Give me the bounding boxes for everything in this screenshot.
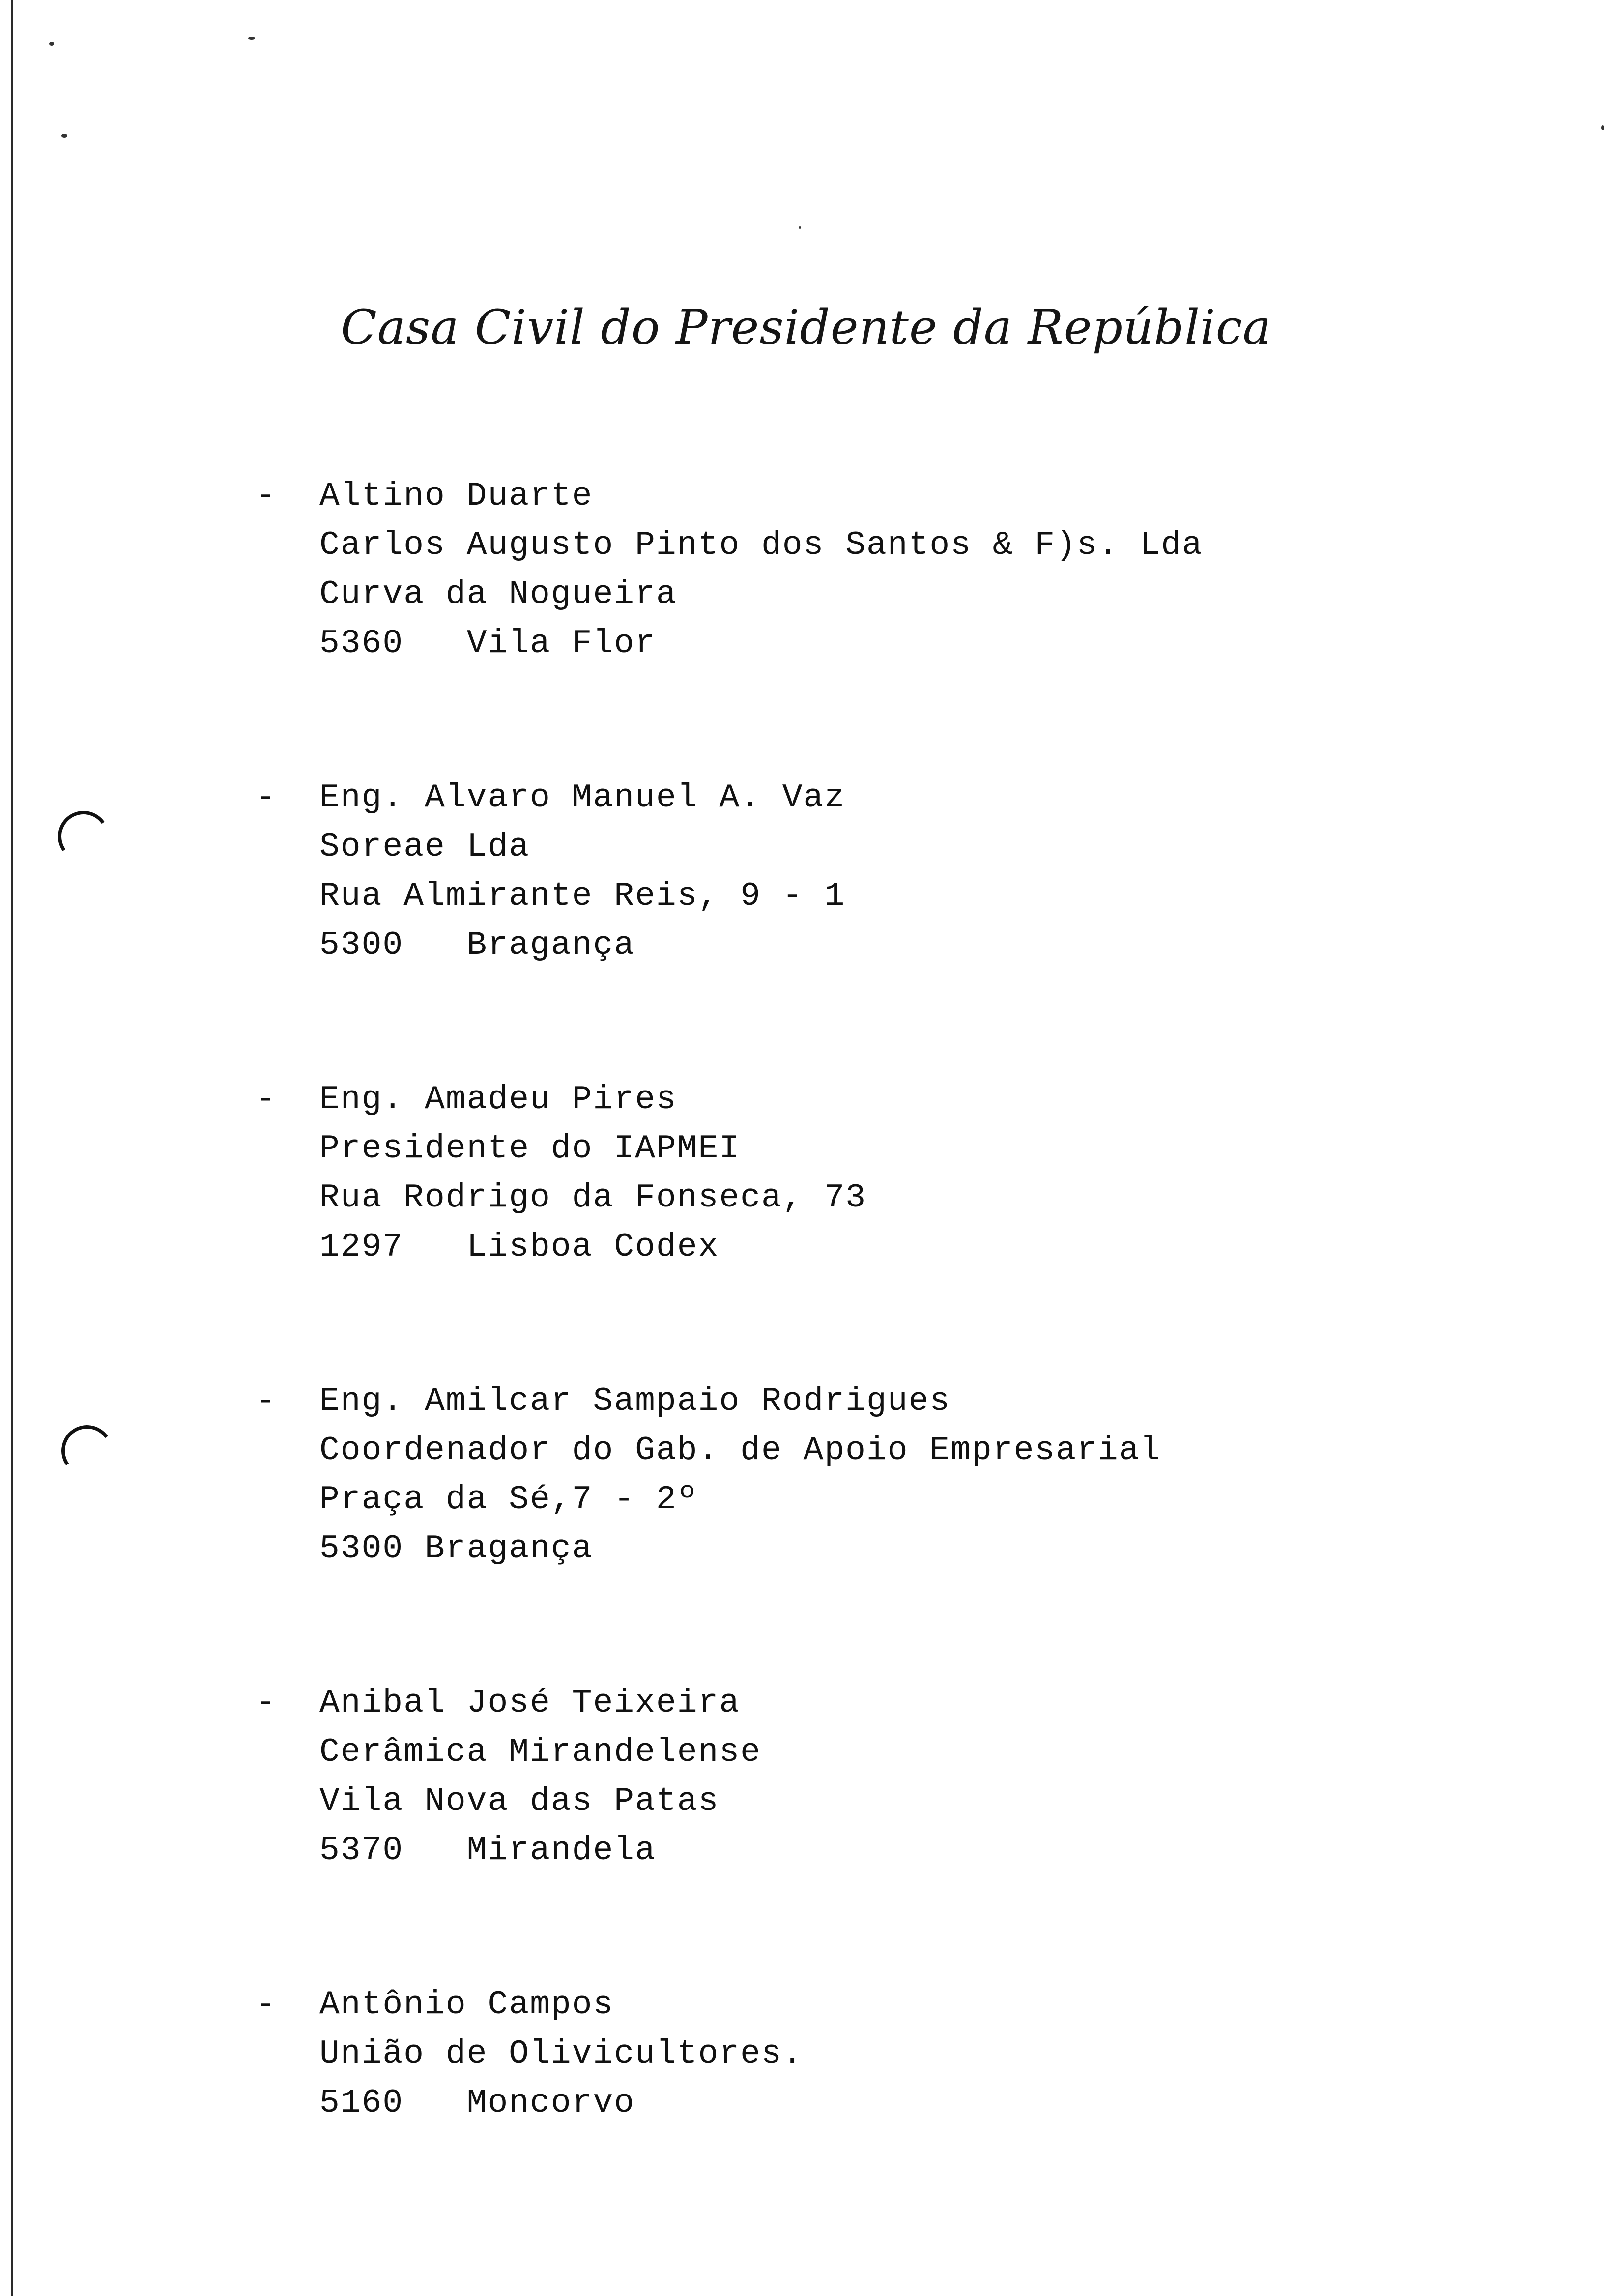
- scan-speck: [61, 134, 67, 138]
- entry-name: Altino Duarte: [319, 477, 593, 515]
- entry-organization: Carlos Augusto Pinto dos Santos & F)s. Lda: [319, 526, 1203, 564]
- scan-speck: [799, 226, 801, 229]
- entry-postal-city: 5360 Vila Flor: [319, 625, 656, 662]
- address-entry: [256, 1679, 1533, 1980]
- scan-speck: [248, 37, 255, 40]
- entry-street: Vila Nova das Patas: [319, 1782, 720, 1820]
- entry-postal-city: 1297 Lisboa Codex: [319, 1228, 720, 1266]
- entry-street: Rua Almirante Reis, 9 - 1: [319, 877, 846, 915]
- hole-punch-mark: [54, 807, 113, 866]
- entry-organization: Cerâmica Mirandelense: [319, 1733, 761, 1771]
- letterhead-title: Casa Civil do Presidente da República: [341, 300, 1271, 355]
- entry-postal-city: 5370 Mirandela: [319, 1832, 656, 1869]
- scan-speck: [1601, 125, 1604, 130]
- address-entry: [256, 774, 1533, 1075]
- entry-bullet: -: [256, 1684, 276, 1722]
- entry-name: Eng. Amadeu Pires: [319, 1081, 677, 1119]
- entry-lines: [319, 1679, 761, 1875]
- address-entry: [256, 1377, 1533, 1679]
- entry-name: Anibal José Teixeira: [319, 1684, 741, 1722]
- entry-organization: Soreae Lda: [319, 828, 530, 866]
- hole-punch-mark: [58, 1421, 116, 1480]
- entry-postal-city: 5300 Bragança: [319, 1530, 593, 1568]
- entry-name: Eng. Amilcar Sampaio Rodrigues: [319, 1382, 951, 1420]
- entry-lines: [319, 472, 1203, 668]
- entry-lines: [319, 774, 845, 970]
- entry-bullet: -: [256, 1382, 276, 1420]
- entry-postal-city: 5160 Moncorvo: [319, 2084, 635, 2122]
- address-entry: [256, 1075, 1533, 1377]
- entry-lines: [319, 1980, 804, 2128]
- entry-organization: União de Olivicultores.: [319, 2035, 804, 2073]
- entry-name: Eng. Alvaro Manuel A. Vaz: [319, 779, 846, 817]
- entry-street: Rua Rodrigo da Fonseca, 73: [319, 1179, 866, 1217]
- entry-bullet: -: [256, 779, 276, 817]
- entry-lines: [319, 1377, 1161, 1574]
- entry-street: Praça da Sé,7 - 2º: [319, 1481, 698, 1519]
- entry-postal-city: 5300 Bragança: [319, 926, 635, 964]
- entry-organization: Presidente do IAPMEI: [319, 1130, 741, 1168]
- entry-lines: [319, 1075, 866, 1272]
- entry-bullet: -: [256, 477, 276, 515]
- address-entry: [256, 1980, 1533, 2282]
- entry-name: Antônio Campos: [319, 1986, 614, 2024]
- scan-speck: [49, 42, 54, 46]
- entry-organization: Coordenador do Gab. de Apoio Empresarial: [319, 1432, 1161, 1469]
- entry-bullet: -: [256, 1986, 276, 2024]
- entry-street: Curva da Nogueira: [319, 575, 677, 613]
- entry-bullet: -: [256, 1081, 276, 1119]
- address-entry: [256, 472, 1533, 774]
- address-list: [256, 472, 1533, 2282]
